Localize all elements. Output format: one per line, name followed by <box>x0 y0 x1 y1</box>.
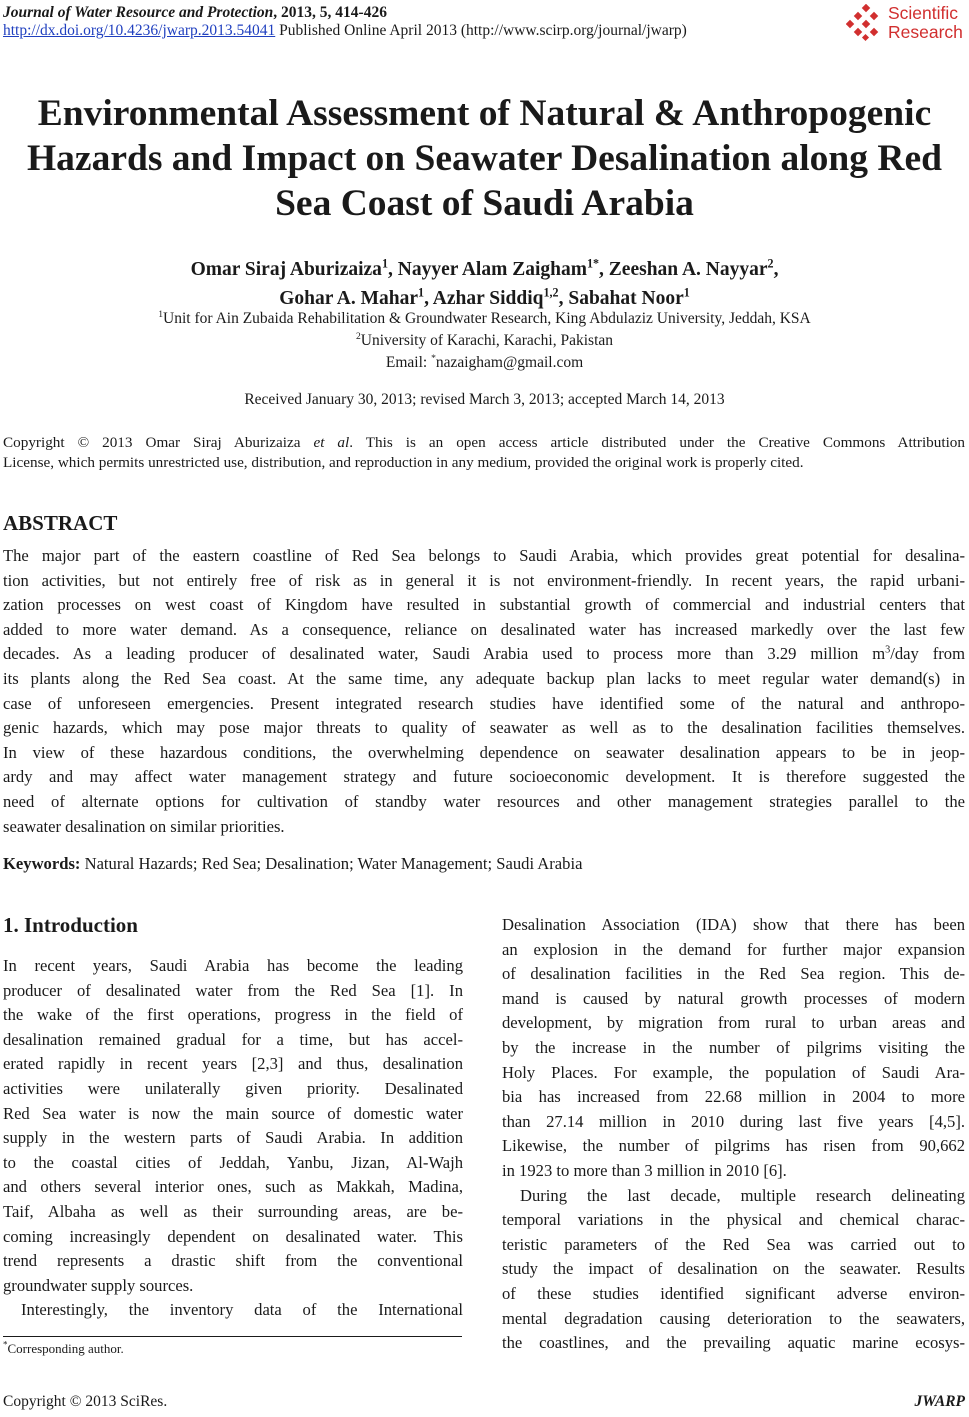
footnote-divider <box>3 1336 462 1337</box>
abstract-line: In view of these hazardous conditions, the overwhelming dependence on seawater desalination appears to be in jeop- <box>3 742 965 762</box>
abstract-heading: ABSTRACT <box>3 511 118 535</box>
email-address[interactable]: nazaigham@gmail.com <box>435 354 584 371</box>
abstract-line: added to more water demand. As a consequence, reliance on desalinated water has increased markedly over the last few <box>3 619 965 639</box>
logo-line-1: Scientific <box>888 3 959 23</box>
keywords <box>3 854 582 874</box>
footer-copyright: Copyright © 2013 SciRes. <box>3 1393 168 1410</box>
author-name: , Zeeshan A. Nayyar <box>599 259 768 280</box>
received-dates: Received January 30, 2013; revised March 3, 2013; accepted March 14, 2013 <box>244 391 725 408</box>
abstract-line: seawater desalination on similar priorities. <box>3 816 285 836</box>
author-separator: , <box>773 259 779 280</box>
body-line: Interestingly, the inventory data of the International <box>21 1300 463 1320</box>
body-line: During the last decade, multiple research delineating <box>520 1185 965 1205</box>
body-line: to the coastal cities of Jeddah, Yanbu, Jizan, Al-Wajh <box>3 1152 463 1172</box>
footnote-mark: * <box>3 1339 8 1350</box>
body-line: the wake of the first operations, progress in the field of <box>3 1005 463 1025</box>
copyright-notice <box>3 433 965 473</box>
abstract-line: case of unforeseen emergencies. Present integrated research studies have identified some of the natural and anthropo- <box>3 693 965 713</box>
author-name: , Azhar Siddiq <box>424 288 544 309</box>
body-line: activities were unilaterally given priority. Desalinated <box>3 1078 463 1098</box>
abstract-line-text: decades. As a leading producer of desalinated water, Saudi Arabia used to process more than 3.29 million m <box>3 644 886 664</box>
author-name: Gohar A. Mahar <box>279 288 419 309</box>
body-line: trend represents a drastic shift from the conventional <box>3 1251 463 1271</box>
body-line: than 27.14 million in 2010 during last five years [4,5]. <box>502 1111 965 1131</box>
logo-line-2: Research <box>888 22 963 42</box>
abstract-line: ardy and may affect water management strategy and future socioeconomic development. It is therefore suggested the <box>3 767 965 787</box>
body-line: supply in the western parts of Saudi Arabia. In addition <box>3 1128 463 1148</box>
body-line: desalination remained gradual for a time, but has accel- <box>3 1029 463 1049</box>
doi-line <box>3 22 687 40</box>
body-line: of desalination facilities in the Red Sea region. This de- <box>502 964 965 984</box>
footnote <box>3 1341 124 1357</box>
body-line: In recent years, Saudi Arabia has become the leading <box>3 956 463 975</box>
body-line: study the impact of desalination on the seawater. Results <box>502 1259 965 1279</box>
abstract-line: The major part of the eastern coastline of Red Sea belongs to Saudi Arabia, which provides great potential for desalina- <box>3 546 965 565</box>
abstract-body <box>3 544 965 839</box>
footnote-text: Corresponding author. <box>7 1341 124 1356</box>
affil-mark: 2 <box>355 330 361 342</box>
affiliation-text: Unit for Ain Zubaida Rehabilitation & Groundwater Research, King Abdulaziz University, Jeddah, KSA <box>163 310 811 327</box>
keywords-text: Natural Hazards; Red Sea; Desalination; Water Management; Saudi Arabia <box>80 854 583 873</box>
body-line: mental degradation causing deterioration to the seawaters, <box>502 1308 965 1328</box>
body-line: Taif, Albaha as well as their surrounding areas, are be- <box>3 1201 463 1221</box>
email-label: Email: <box>385 354 432 371</box>
affiliations <box>0 308 969 374</box>
copyright-text: License, which permits unrestricted use, distribution, and reproduction in any medium, provided the original work is properly cited. <box>3 454 804 471</box>
copyright-text: Copyright © 2013 Omar Siraj Aburizaiza <box>3 434 314 451</box>
body-line: teristic parameters of the Red Sea was carried out to <box>502 1234 965 1254</box>
author-name: Omar Siraj Aburizaiza <box>190 259 382 280</box>
journal-volume: , 2013, 5, 414-426 <box>273 4 387 21</box>
affiliation-text: University of Karachi, Karachi, Pakistan <box>360 332 614 349</box>
body-line: Desalination Association (IDA) show that there has been <box>502 915 965 934</box>
body-line: groundwater supply sources. <box>3 1275 194 1295</box>
paper-title <box>0 91 969 226</box>
abstract-line: zation processes on west coast of Kingdom have resulted in substantial growth of commercial and industrial centers that <box>3 595 965 615</box>
body-column-left <box>3 954 463 1323</box>
doi-link[interactable]: http://dx.doi.org/10.4236/jwarp.2013.54041 <box>3 22 276 39</box>
copyright-text: . This is an open access article distributed under the Creative Commons Attribution <box>349 434 965 451</box>
journal-name: Journal of Water Resource and Protection <box>3 4 274 21</box>
title-line-2: Hazards and Impact on Seawater Desalination along Red <box>27 138 942 179</box>
section-heading-introduction: 1. Introduction <box>3 913 138 937</box>
body-line: of these studies identified significant adverse environ- <box>502 1283 965 1303</box>
keywords-label: Keywords: <box>3 854 81 873</box>
body-line: Likewise, the number of pilgrims has risen from 90,662 <box>502 1136 965 1156</box>
author-row-1 <box>0 255 969 284</box>
scirp-logo-icon <box>846 4 884 42</box>
author-name: , Nayyer Alam Zaigham <box>387 259 587 280</box>
body-column-right <box>502 913 965 1356</box>
publisher-logo <box>846 4 968 42</box>
body-line: development, by migration from rural to urban areas and <box>502 1013 965 1033</box>
body-line: erated rapidly in recent years [2,3] and thus, desalination <box>3 1054 463 1074</box>
affiliation-1 <box>0 308 969 330</box>
journal-citation <box>3 4 387 22</box>
body-line: in 1923 to more than 3 million in 2010 [6]. <box>502 1160 787 1180</box>
author-list <box>0 255 969 313</box>
body-line: mand is caused by natural growth processes of modern <box>502 988 965 1008</box>
body-line: Holy Places. For example, the population of Saudi Ara- <box>502 1062 965 1082</box>
author-affil-mark: 1 <box>381 256 388 271</box>
abstract-line: need of alternate options for cultivation of standby water resources and other management strategies parallel to the <box>3 791 965 811</box>
abstract-line <box>3 642 965 667</box>
copyright-etal: et al <box>313 434 350 451</box>
author-affil-mark: 1* <box>586 256 600 271</box>
author-affil-mark: 2 <box>767 256 774 271</box>
body-line: by the increase in the number of pilgrims visiting the <box>502 1037 965 1057</box>
author-name: , Sabahat Noor <box>558 288 684 309</box>
affiliation-2 <box>0 330 969 352</box>
body-line: bia has increased from 22.68 million in 2004 to more <box>502 1087 965 1107</box>
email-mark: * <box>431 352 436 364</box>
body-line: the coastlines, and the prevailing aquatic marine ecosys- <box>502 1333 965 1353</box>
title-line-3: Sea Coast of Saudi Arabia <box>275 183 694 224</box>
abstract-superscript: 3 <box>885 644 891 656</box>
author-affil-mark: 1,2 <box>543 285 559 300</box>
body-line: and others several interior ones, such as Makkah, Madina, <box>3 1177 463 1197</box>
logo-wordmark <box>888 4 963 42</box>
journal-header <box>0 0 969 50</box>
abstract-line-text: /day from <box>890 644 965 664</box>
published-online: Published Online April 2013 (http://www.scirp.org/journal/jwarp) <box>275 22 687 39</box>
author-affil-mark: 1 <box>418 285 425 300</box>
body-line: temporal variations in the physical and chemical charac- <box>502 1210 965 1230</box>
title-line-1: Environmental Assessment of Natural & Anthropogenic <box>37 93 932 134</box>
abstract-line: its plants along the Red Sea coast. At the same time, any adequate backup plan lacks to meet regular water demand(s) in <box>3 668 965 688</box>
body-line: an explosion in the demand for further major expansion <box>502 939 965 959</box>
author-affil-mark: 1 <box>683 285 690 300</box>
abstract-line: tion activities, but not entirely free of risk as in general it is not environment-friendly. In recent years, the rapid urbani- <box>3 570 965 590</box>
body-line: Red Sea water is now the main source of domestic water <box>3 1103 463 1123</box>
affil-mark: 1 <box>158 308 164 320</box>
abstract-line: genic hazards, which may pose major threats to quality of seawater as well as to the desalination facilities themselves. <box>3 718 965 738</box>
body-line: coming increasingly dependent on desalinated water. This <box>3 1226 463 1246</box>
email-line <box>0 352 969 374</box>
body-line: producer of desalinated water from the Red Sea [1]. In <box>3 980 463 1000</box>
footer-journal-abbrev: JWARP <box>914 1393 965 1410</box>
